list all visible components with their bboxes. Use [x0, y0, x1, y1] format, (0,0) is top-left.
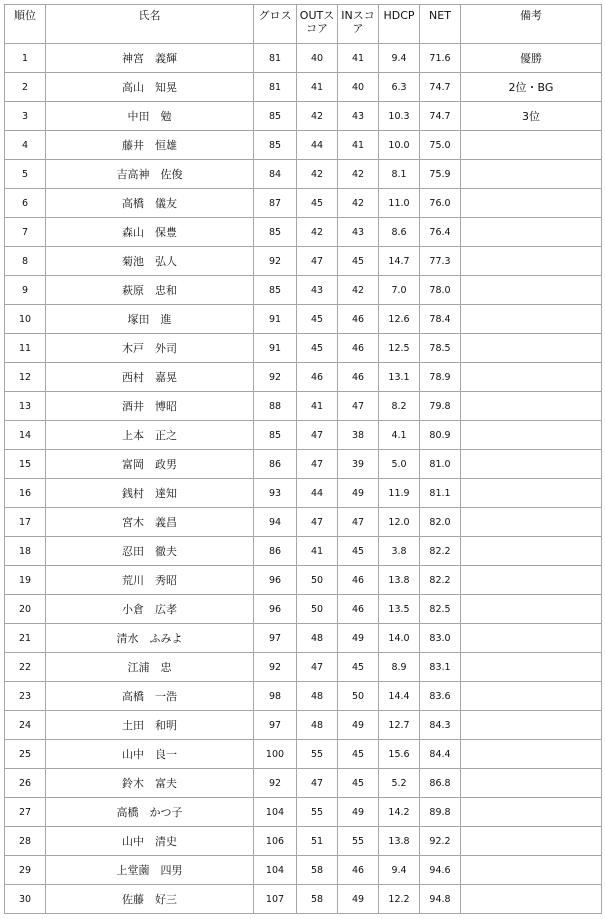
out-score: 46: [297, 363, 338, 392]
rank-cell: 8: [5, 247, 46, 276]
table-row: [5, 827, 602, 856]
table-row: [5, 595, 602, 624]
table-row: [5, 218, 602, 247]
gross-score: 100: [254, 740, 297, 769]
player-name: 吉高神 佐俊: [46, 160, 254, 189]
gross-score: 85: [254, 276, 297, 305]
player-name: 上本 正之: [46, 421, 254, 450]
out-score: 47: [297, 769, 338, 798]
gross-score: 92: [254, 247, 297, 276]
player-name: 鈴木 富夫: [46, 769, 254, 798]
player-name: 清水 ふみよ: [46, 624, 254, 653]
out-score: 44: [297, 131, 338, 160]
handicap: 14.0: [379, 624, 420, 653]
in-score: 55: [338, 827, 379, 856]
in-score: 47: [338, 508, 379, 537]
player-name: 銭村 達知: [46, 479, 254, 508]
rank-cell: 20: [5, 595, 46, 624]
out-score: 55: [297, 740, 338, 769]
rank-cell: 7: [5, 218, 46, 247]
handicap: 3.8: [379, 537, 420, 566]
remarks: [461, 363, 602, 392]
table-row: [5, 653, 602, 682]
gross-score: 92: [254, 653, 297, 682]
net-score: 80.9: [420, 421, 461, 450]
table-row: [5, 189, 602, 218]
gross-score: 104: [254, 798, 297, 827]
player-name: 忍田 徹夫: [46, 537, 254, 566]
results-table: [4, 4, 602, 914]
remarks: 優勝: [461, 44, 602, 73]
handicap: 9.4: [379, 44, 420, 73]
out-score: 47: [297, 421, 338, 450]
player-name: 上堂薗 四男: [46, 856, 254, 885]
player-name: 土田 和明: [46, 711, 254, 740]
rank-cell: 10: [5, 305, 46, 334]
net-score: 75.9: [420, 160, 461, 189]
gross-score: 85: [254, 218, 297, 247]
player-name: 藤井 恒雄: [46, 131, 254, 160]
in-score: 42: [338, 189, 379, 218]
rank-cell: 1: [5, 44, 46, 73]
gross-score: 81: [254, 44, 297, 73]
rank-cell: 11: [5, 334, 46, 363]
gross-score: 106: [254, 827, 297, 856]
out-score: 40: [297, 44, 338, 73]
handicap: 15.6: [379, 740, 420, 769]
table-row: [5, 73, 602, 102]
in-score: 50: [338, 682, 379, 711]
handicap: 5.0: [379, 450, 420, 479]
net-score: 94.6: [420, 856, 461, 885]
handicap: 8.6: [379, 218, 420, 247]
in-score: 41: [338, 131, 379, 160]
net-score: 84.4: [420, 740, 461, 769]
gross-score: 86: [254, 537, 297, 566]
rank-cell: 5: [5, 160, 46, 189]
player-name: 高橋 儀友: [46, 189, 254, 218]
gross-score: 97: [254, 624, 297, 653]
in-score: 46: [338, 363, 379, 392]
in-score: 49: [338, 798, 379, 827]
net-score: 76.0: [420, 189, 461, 218]
table-row: [5, 102, 602, 131]
out-score: 48: [297, 711, 338, 740]
rank-cell: 21: [5, 624, 46, 653]
remarks: [461, 508, 602, 537]
player-name: 山中 清史: [46, 827, 254, 856]
gross-score: 92: [254, 769, 297, 798]
remarks: [461, 160, 602, 189]
remarks: [461, 682, 602, 711]
table-row: [5, 160, 602, 189]
table-row: [5, 566, 602, 595]
gross-score: 91: [254, 334, 297, 363]
gross-score: 86: [254, 450, 297, 479]
handicap: 8.9: [379, 653, 420, 682]
in-score: 45: [338, 769, 379, 798]
remarks: 3位: [461, 102, 602, 131]
header-out-score: OUTスコア: [297, 5, 338, 44]
table-row: [5, 479, 602, 508]
table-row: [5, 682, 602, 711]
rank-cell: 30: [5, 885, 46, 914]
rank-cell: 24: [5, 711, 46, 740]
in-score: 46: [338, 334, 379, 363]
player-name: 萩原 忠和: [46, 276, 254, 305]
header-note: 備考: [461, 5, 602, 44]
net-score: 75.0: [420, 131, 461, 160]
in-score: 45: [338, 740, 379, 769]
remarks: [461, 653, 602, 682]
results-body: [5, 44, 602, 914]
player-name: 江浦 忠: [46, 653, 254, 682]
net-score: 77.3: [420, 247, 461, 276]
out-score: 43: [297, 276, 338, 305]
table-row: [5, 392, 602, 421]
remarks: [461, 827, 602, 856]
handicap: 12.7: [379, 711, 420, 740]
net-score: 76.4: [420, 218, 461, 247]
net-score: 81.0: [420, 450, 461, 479]
out-score: 47: [297, 653, 338, 682]
table-row: [5, 508, 602, 537]
net-score: 83.1: [420, 653, 461, 682]
net-score: 82.0: [420, 508, 461, 537]
remarks: [461, 769, 602, 798]
net-score: 78.9: [420, 363, 461, 392]
player-name: 高山 知晃: [46, 73, 254, 102]
out-score: 48: [297, 624, 338, 653]
remarks: [461, 711, 602, 740]
gross-score: 91: [254, 305, 297, 334]
out-score: 51: [297, 827, 338, 856]
out-score: 42: [297, 102, 338, 131]
rank-cell: 18: [5, 537, 46, 566]
net-score: 89.8: [420, 798, 461, 827]
handicap: 14.2: [379, 798, 420, 827]
player-name: 森山 保豊: [46, 218, 254, 247]
in-score: 46: [338, 305, 379, 334]
in-score: 40: [338, 73, 379, 102]
rank-cell: 15: [5, 450, 46, 479]
remarks: [461, 421, 602, 450]
gross-score: 87: [254, 189, 297, 218]
in-score: 43: [338, 218, 379, 247]
net-score: 74.7: [420, 73, 461, 102]
remarks: [461, 189, 602, 218]
player-name: 菊池 弘人: [46, 247, 254, 276]
remarks: [461, 334, 602, 363]
handicap: 7.0: [379, 276, 420, 305]
in-score: 49: [338, 479, 379, 508]
net-score: 83.0: [420, 624, 461, 653]
net-score: 84.3: [420, 711, 461, 740]
gross-score: 96: [254, 566, 297, 595]
player-name: 高橋 一浩: [46, 682, 254, 711]
remarks: [461, 856, 602, 885]
player-name: 酒井 博昭: [46, 392, 254, 421]
rank-cell: 27: [5, 798, 46, 827]
player-name: 神宮 義輝: [46, 44, 254, 73]
gross-score: 98: [254, 682, 297, 711]
table-row: [5, 885, 602, 914]
handicap: 8.2: [379, 392, 420, 421]
in-score: 38: [338, 421, 379, 450]
in-score: 49: [338, 885, 379, 914]
net-score: 82.2: [420, 537, 461, 566]
remarks: [461, 218, 602, 247]
rank-cell: 29: [5, 856, 46, 885]
table-row: [5, 421, 602, 450]
table-row: [5, 711, 602, 740]
rank-cell: 25: [5, 740, 46, 769]
net-score: 92.2: [420, 827, 461, 856]
handicap: 4.1: [379, 421, 420, 450]
player-name: 荒川 秀昭: [46, 566, 254, 595]
player-name: 高橋 かつ子: [46, 798, 254, 827]
out-score: 55: [297, 798, 338, 827]
handicap: 13.1: [379, 363, 420, 392]
net-score: 83.6: [420, 682, 461, 711]
remarks: [461, 595, 602, 624]
in-score: 42: [338, 276, 379, 305]
rank-cell: 17: [5, 508, 46, 537]
net-score: 81.1: [420, 479, 461, 508]
handicap: 11.9: [379, 479, 420, 508]
gross-score: 97: [254, 711, 297, 740]
header-row: [5, 5, 602, 44]
net-score: 78.5: [420, 334, 461, 363]
handicap: 12.2: [379, 885, 420, 914]
remarks: [461, 885, 602, 914]
table-row: [5, 740, 602, 769]
rank-cell: 2: [5, 73, 46, 102]
handicap: 8.1: [379, 160, 420, 189]
table-row: [5, 334, 602, 363]
in-score: 41: [338, 44, 379, 73]
handicap: 14.7: [379, 247, 420, 276]
player-name: 塚田 進: [46, 305, 254, 334]
table-row: [5, 769, 602, 798]
header-rank: 順位: [5, 5, 46, 44]
rank-cell: 14: [5, 421, 46, 450]
table-row: [5, 537, 602, 566]
handicap: 14.4: [379, 682, 420, 711]
table-row: [5, 856, 602, 885]
remarks: [461, 624, 602, 653]
rank-cell: 22: [5, 653, 46, 682]
header-net: NET: [420, 5, 461, 44]
out-score: 41: [297, 73, 338, 102]
in-score: 49: [338, 711, 379, 740]
net-score: 74.7: [420, 102, 461, 131]
remarks: [461, 479, 602, 508]
rank-cell: 28: [5, 827, 46, 856]
table-row: [5, 624, 602, 653]
rank-cell: 13: [5, 392, 46, 421]
in-score: 43: [338, 102, 379, 131]
rank-cell: 23: [5, 682, 46, 711]
rank-cell: 4: [5, 131, 46, 160]
table-row: [5, 798, 602, 827]
handicap: 13.5: [379, 595, 420, 624]
handicap: 13.8: [379, 827, 420, 856]
remarks: [461, 537, 602, 566]
in-score: 49: [338, 624, 379, 653]
gross-score: 96: [254, 595, 297, 624]
handicap: 10.0: [379, 131, 420, 160]
net-score: 94.8: [420, 885, 461, 914]
gross-score: 104: [254, 856, 297, 885]
table-row: [5, 247, 602, 276]
in-score: 45: [338, 247, 379, 276]
net-score: 79.8: [420, 392, 461, 421]
gross-score: 84: [254, 160, 297, 189]
net-score: 82.5: [420, 595, 461, 624]
remarks: [461, 392, 602, 421]
remarks: [461, 566, 602, 595]
handicap: 12.6: [379, 305, 420, 334]
handicap: 5.2: [379, 769, 420, 798]
rank-cell: 19: [5, 566, 46, 595]
gross-score: 85: [254, 102, 297, 131]
rank-cell: 9: [5, 276, 46, 305]
table-row: [5, 131, 602, 160]
player-name: 山中 良一: [46, 740, 254, 769]
remarks: [461, 276, 602, 305]
gross-score: 92: [254, 363, 297, 392]
handicap: 10.3: [379, 102, 420, 131]
out-score: 50: [297, 595, 338, 624]
out-score: 41: [297, 392, 338, 421]
rank-cell: 26: [5, 769, 46, 798]
remarks: [461, 131, 602, 160]
handicap: 12.5: [379, 334, 420, 363]
gross-score: 85: [254, 421, 297, 450]
player-name: 宮木 義昌: [46, 508, 254, 537]
handicap: 6.3: [379, 73, 420, 102]
header-gross: グロス: [254, 5, 297, 44]
net-score: 71.6: [420, 44, 461, 73]
remarks: [461, 740, 602, 769]
out-score: 47: [297, 247, 338, 276]
rank-cell: 12: [5, 363, 46, 392]
gross-score: 107: [254, 885, 297, 914]
rank-cell: 6: [5, 189, 46, 218]
out-score: 47: [297, 450, 338, 479]
in-score: 47: [338, 392, 379, 421]
out-score: 45: [297, 189, 338, 218]
in-score: 46: [338, 595, 379, 624]
gross-score: 81: [254, 73, 297, 102]
net-score: 82.2: [420, 566, 461, 595]
net-score: 86.8: [420, 769, 461, 798]
gross-score: 88: [254, 392, 297, 421]
header-name: 氏名: [46, 5, 254, 44]
in-score: 45: [338, 653, 379, 682]
remarks: [461, 798, 602, 827]
header-in-score: INスコア: [338, 5, 379, 44]
gross-score: 93: [254, 479, 297, 508]
in-score: 39: [338, 450, 379, 479]
in-score: 46: [338, 856, 379, 885]
player-name: 木戸 外司: [46, 334, 254, 363]
remarks: [461, 247, 602, 276]
handicap: 9.4: [379, 856, 420, 885]
header-hdcp: HDCP: [379, 5, 420, 44]
net-score: 78.4: [420, 305, 461, 334]
out-score: 50: [297, 566, 338, 595]
out-score: 48: [297, 682, 338, 711]
table-row: [5, 305, 602, 334]
player-name: 西村 嘉晃: [46, 363, 254, 392]
out-score: 45: [297, 305, 338, 334]
out-score: 44: [297, 479, 338, 508]
out-score: 45: [297, 334, 338, 363]
table-row: [5, 276, 602, 305]
gross-score: 85: [254, 131, 297, 160]
handicap: 11.0: [379, 189, 420, 218]
out-score: 58: [297, 856, 338, 885]
gross-score: 94: [254, 508, 297, 537]
in-score: 42: [338, 160, 379, 189]
player-name: 富岡 政男: [46, 450, 254, 479]
in-score: 45: [338, 537, 379, 566]
remarks: 2位・BG: [461, 73, 602, 102]
out-score: 42: [297, 218, 338, 247]
rank-cell: 16: [5, 479, 46, 508]
out-score: 58: [297, 885, 338, 914]
remarks: [461, 450, 602, 479]
table-row: [5, 450, 602, 479]
out-score: 41: [297, 537, 338, 566]
player-name: 小倉 広孝: [46, 595, 254, 624]
out-score: 47: [297, 508, 338, 537]
player-name: 中田 勉: [46, 102, 254, 131]
table-row: [5, 363, 602, 392]
net-score: 78.0: [420, 276, 461, 305]
in-score: 46: [338, 566, 379, 595]
handicap: 13.8: [379, 566, 420, 595]
rank-cell: 3: [5, 102, 46, 131]
out-score: 42: [297, 160, 338, 189]
handicap: 12.0: [379, 508, 420, 537]
table-row: [5, 44, 602, 73]
remarks: [461, 305, 602, 334]
player-name: 佐藤 好三: [46, 885, 254, 914]
